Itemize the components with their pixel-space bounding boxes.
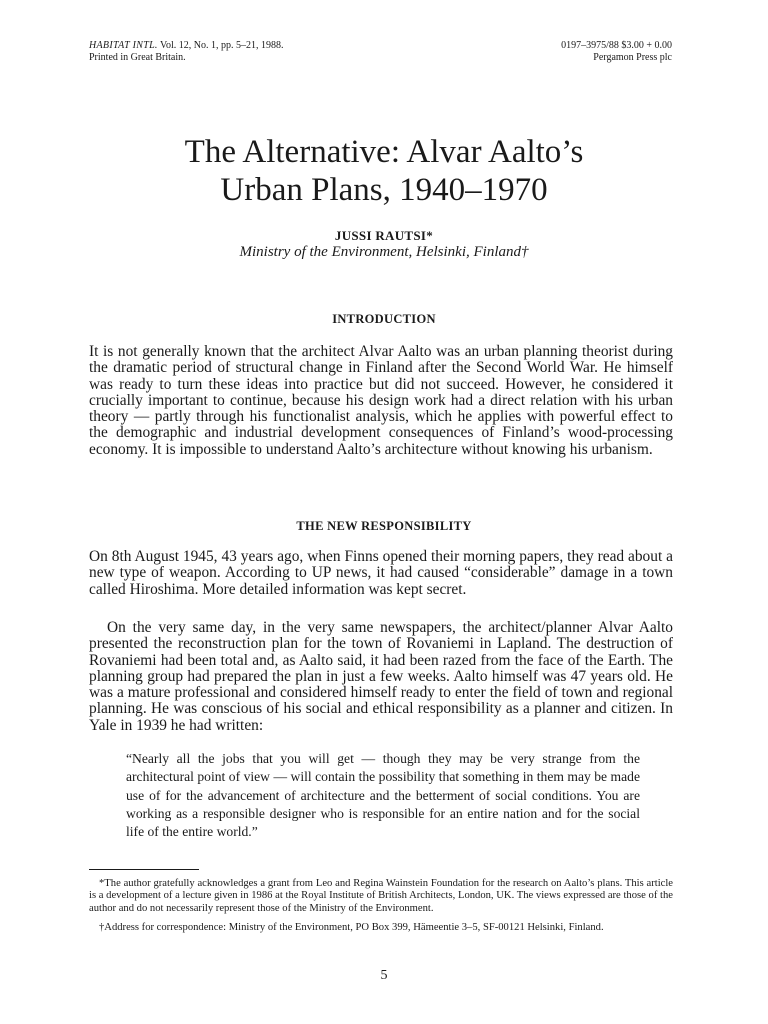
section-heading-introduction: INTRODUCTION	[332, 312, 436, 326]
journal-header-right	[561, 40, 672, 64]
section-heading-new-responsibility: THE NEW RESPONSIBILITY	[296, 519, 472, 533]
author-name: JUSSI RAUTSI*	[334, 228, 434, 243]
footnote-acknowledgement: *The author gratefully acknowledges a grant from Leo and Regina Wainstein Foundation for the research on Aalto’s plans. This article is a development of a lecture given in 1986 at the Royal Institute of British Architects, London, UK. The views expressed are those of the author and do not necessarily represent those of the Ministry of the Environment.	[89, 878, 673, 914]
journal-citation	[89, 40, 284, 52]
body-paragraph-2: On the very same day, in the very same newspapers, the architect/planner Alvar Aalto presented the reconstruction plan for the town of Rovaniemi in Lapland. The destruction of Rovaniemi had been total and, as Aalto said, it had been razed from the face of the Earth. The planning group had prepared the plan in just a few weeks. Aalto himself was 47 years old. He was a mature professional and considered himself ready to enter the field of town and regional planning. He was conscious of his social and ethical responsibility as a planner and citizen. In Yale in 1939 he had written:	[89, 619, 673, 734]
author-affiliation: Ministry of the Environment, Helsinki, Finland†	[239, 244, 529, 260]
article-title	[0, 133, 768, 209]
block-quote: “Nearly all the jobs that you will get — though they may be very strange from the architectural point of view — will contain the possibility that something in them may be made use of for the advancement of architecture and the betterment of social conditions. You are working as a responsible designer who is responsible for an entire nation and for the social life of the entire world.”	[126, 751, 640, 840]
footnote-address: †Address for correspondence: Ministry of the Environment, PO Box 399, Hämeentie 3–5, SF-00121 Helsinki, Finland.	[99, 922, 604, 933]
price-code: 0197–3975/88 $3.00 + 0.00	[561, 40, 672, 51]
printed-in: Printed in Great Britain.	[89, 52, 186, 63]
journal-name: HABITAT INTL.	[89, 40, 158, 51]
introduction-paragraph: It is not generally known that the architect Alvar Aalto was an urban planning theorist during the dramatic period of structural change in Finland after the Second World War. He himself was ready to turn these ideas into practice but did not succeed. However, he considered it crucially important to continue, because his design work had a direct relation with his urban theory — partly through his functionalist analysis, which he applies with powerful effect to the demographic and industrial development consequences of Finland’s wood-processing economy. It is impossible to understand Aalto’s architecture without knowing his urbanism.	[89, 343, 673, 458]
footnote-divider	[89, 869, 199, 870]
journal-header-left	[89, 40, 284, 64]
body-paragraph-1: On 8th August 1945, 43 years ago, when Finns opened their morning papers, they read about a new type of weapon. According to UP news, it had caused “considerable” damage in a town called Hiroshima. More detailed information was kept secret.	[89, 548, 673, 598]
page-number: 5	[380, 968, 388, 983]
article-title-line-1: The Alternative: Alvar Aalto’s	[184, 134, 584, 170]
article-title-line-2: Urban Plans, 1940–1970	[220, 172, 548, 208]
journal-volume: Vol. 12, No. 1, pp. 5–21, 1988.	[157, 40, 284, 51]
publisher: Pergamon Press plc	[593, 52, 672, 63]
